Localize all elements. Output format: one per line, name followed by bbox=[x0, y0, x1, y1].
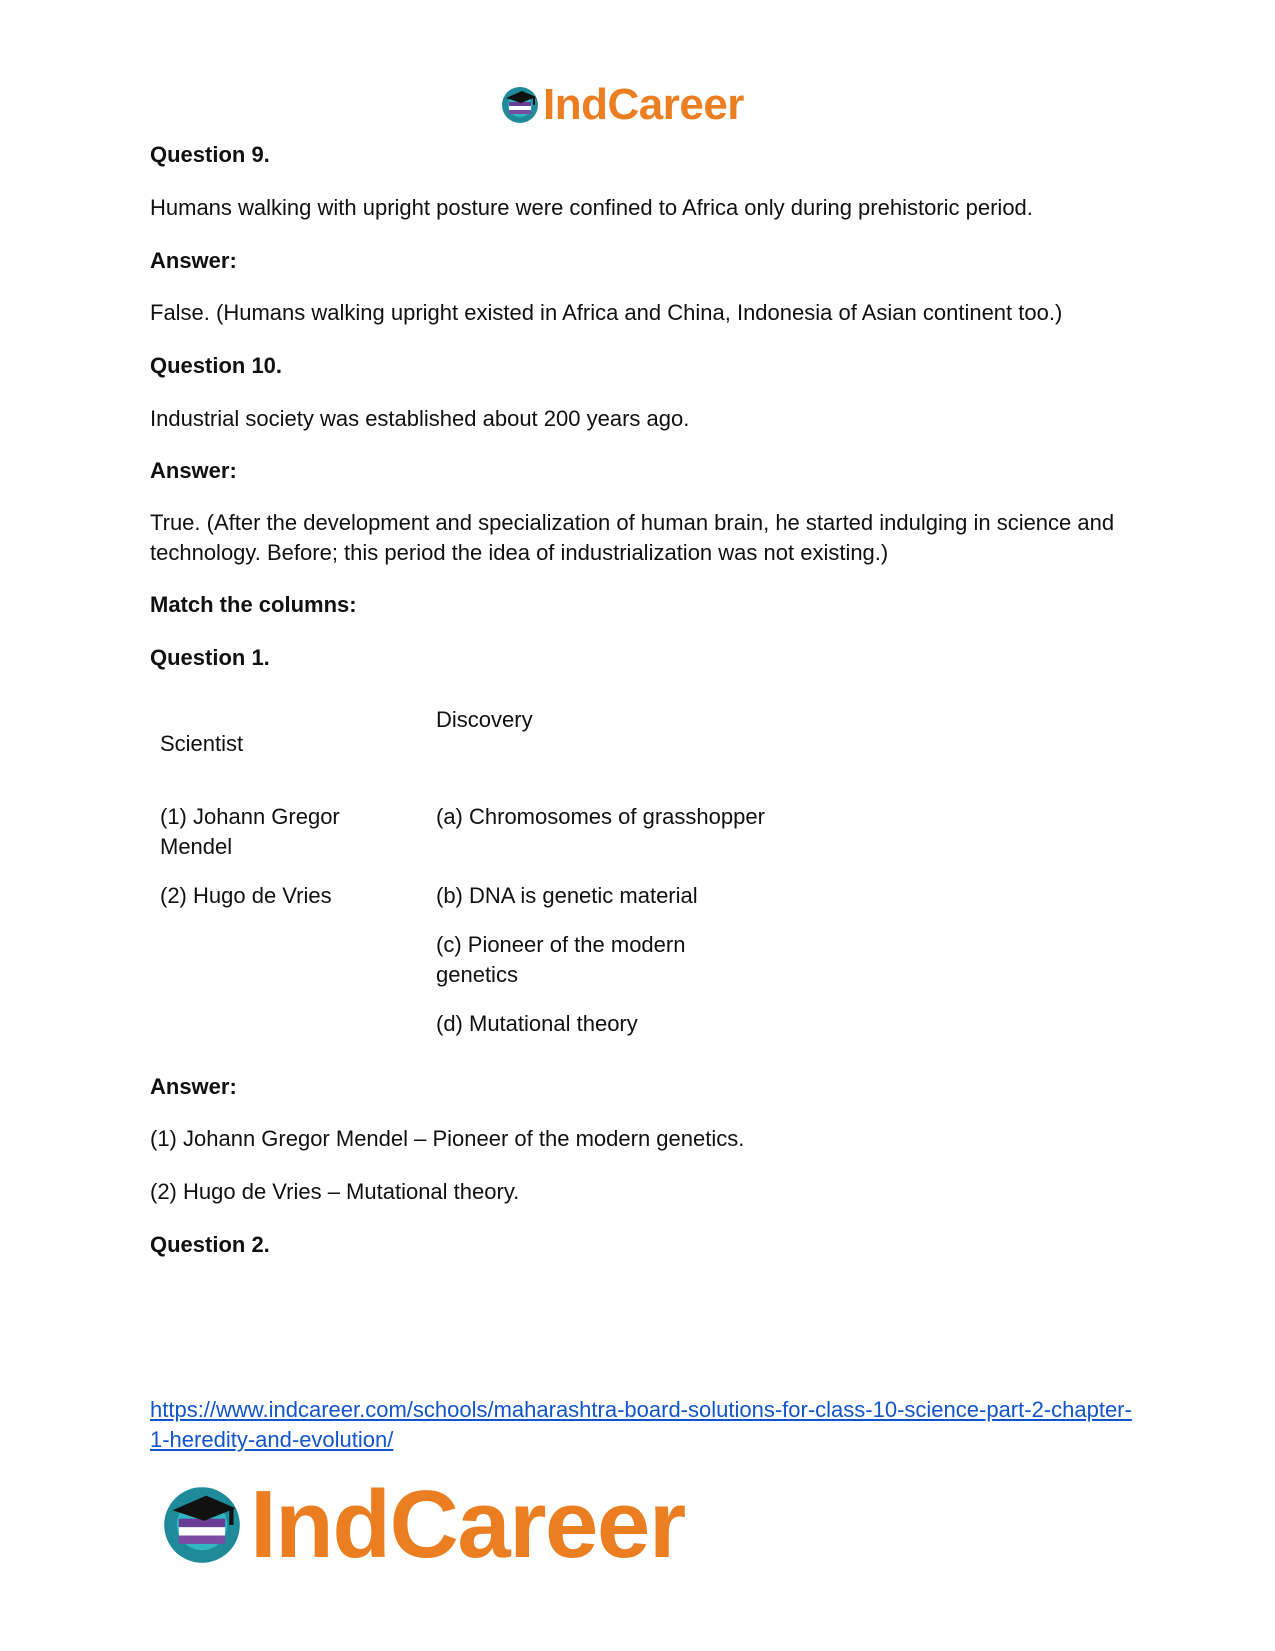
graduation-book-icon bbox=[500, 85, 540, 125]
logo-text: IndCareer bbox=[543, 80, 744, 129]
question-9-heading: Question 9. bbox=[150, 142, 270, 167]
question-2-heading: Question 2. bbox=[150, 1232, 270, 1257]
indcareer-logo-bottom bbox=[160, 1470, 685, 1580]
question-10-answer: True. (After the development and specialization of human brain, he started indulging in science and technology. Before; this period the idea of industrialization was not existing.) bbox=[150, 510, 1115, 565]
match-answer-label: Answer: bbox=[150, 1074, 237, 1099]
question-10-text: Industrial society was established about 200 years ago. bbox=[150, 406, 690, 431]
match-answer-line: (1) Johann Gregor Mendel – Pioneer of the modern genetics. bbox=[150, 1126, 745, 1151]
question-9-answer: False. (Humans walking upright existed in Africa and China, Indonesia of Asian continent too.) bbox=[150, 300, 1063, 325]
match-section-heading: Match the columns: bbox=[150, 592, 357, 617]
source-url-link[interactable]: https://www.indcareer.com/schools/maharashtra-board-solutions-for-class-10-science-part-2-chapter-1-heredity-and-evolution/ bbox=[150, 1397, 1132, 1452]
discovery-item: (c) Pioneer of the modern genetics bbox=[436, 932, 686, 987]
column-header-scientist: Scientist bbox=[160, 731, 244, 756]
column-header-discovery: Discovery bbox=[436, 707, 533, 732]
discovery-item: (b) DNA is genetic material bbox=[436, 883, 698, 908]
question-10-answer-label: Answer: bbox=[150, 458, 237, 483]
question-9-answer-label: Answer: bbox=[150, 248, 237, 273]
discovery-item: (a) Chromosomes of grasshopper bbox=[436, 804, 765, 829]
question-9-text: Humans walking with upright posture were confined to Africa only during prehistoric period. bbox=[150, 195, 1033, 220]
match-answer-line: (2) Hugo de Vries – Mutational theory. bbox=[150, 1179, 520, 1204]
indcareer-logo-top bbox=[500, 80, 744, 130]
scientist-item: (2) Hugo de Vries bbox=[160, 883, 332, 908]
question-10-heading: Question 10. bbox=[150, 353, 283, 378]
logo-text: IndCareer bbox=[250, 1471, 685, 1578]
scientist-item: (1) Johann Gregor Mendel bbox=[160, 804, 340, 859]
discovery-item: (d) Mutational theory bbox=[436, 1011, 638, 1036]
match-question-1-heading: Question 1. bbox=[150, 645, 270, 670]
graduation-book-icon bbox=[160, 1483, 244, 1567]
